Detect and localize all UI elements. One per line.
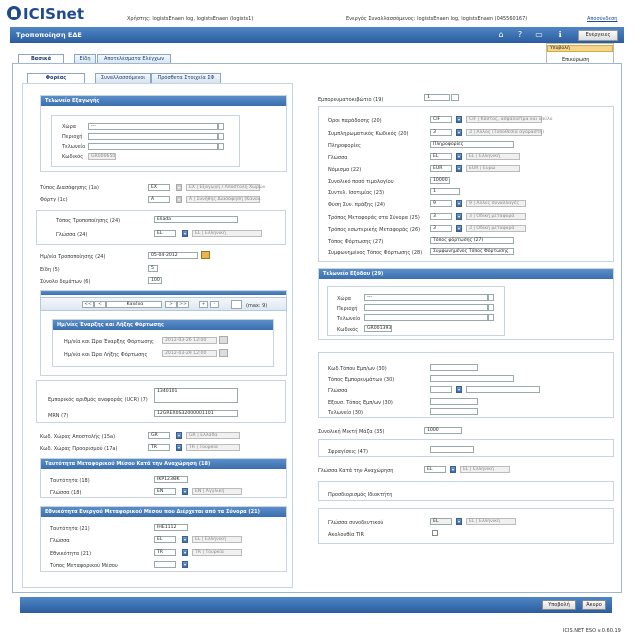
destination-country-label: Κωδ. Χώρας Προορισμού (17a) [40,446,118,452]
exit-office-label: Τελωνείο [337,316,361,322]
departure-language-dropdown-icon[interactable]: ▾ [183,489,186,494]
dispatch-country-desc: GR | Ελλάδα [186,432,240,439]
dispatch-country-dropdown-icon[interactable]: ▾ [177,433,180,438]
export-country-label: Χώρα [62,124,77,130]
amendment-language-label: Γλώσσα (24) [56,232,88,238]
top-header [0,0,634,26]
transaction-nature-label: Φύση Συν. πράξης (24) [328,202,386,208]
info-language-label: Γλώσσα [328,155,348,161]
window-icon[interactable]: ▭ [535,30,543,39]
icisnet-logo-icon [7,6,21,20]
actions-button[interactable]: Ενέργειες [578,30,618,41]
exchange-rate-label: Συντελ. Ισοτιμίας (23) [328,190,385,196]
exit-region-select[interactable] [364,304,488,311]
supplementary-code-select[interactable]: 3 [430,129,452,136]
border-language-label: Γλώσσα [50,538,70,544]
info-language-dropdown-icon[interactable]: ▾ [457,154,460,159]
tir-label: Ακολουθία TIR [328,532,364,538]
dispatch-country-select[interactable]: GR [148,432,170,439]
exit-country-label: Χώρα [337,296,352,302]
items-label: Είδη (5) [40,267,60,273]
amendment-language-dropdown-icon[interactable]: ▾ [183,231,186,236]
menu-item-validate[interactable]: Επικύρωση [562,57,590,63]
border-transport-title: Εθνικότητα Ενεργού Μεταφορικού Μέσου που Διέρχεται από τα Σύνορα (21) [41,507,286,517]
accompanying-language-dropdown-icon[interactable]: ▾ [457,519,460,524]
border-id-label: Ταυτότητα (21) [50,526,90,532]
transaction-nature-select[interactable]: 9 [430,200,452,207]
dispatch-country-label: Κωδ. Χώρας Αποστολής (15a) [40,434,116,440]
agreed-place-label: Συμφωνημένος Τόπος Φόρτωσης (28) [328,250,423,256]
exit-code-field: GR001393 [364,325,392,332]
packages-label: Σύνολο δεμάτων (6) [40,279,91,285]
form-desc: A | Συνήθης Διασάφηση (Κανον. [186,196,260,203]
version-label: ICIS.NET ESO v.0.60.19 [563,628,621,634]
owner-label: Προσδιορισμός Ιδιοκτήτη [328,492,393,498]
border-mode-dropdown-icon[interactable]: ▾ [457,214,460,219]
owner-box [318,481,614,501]
pager-prev-button[interactable]: < [94,301,106,308]
invoice-total-label: Συνολικό ποσό τιμολογίου [328,179,394,185]
tab-traders[interactable]: Συναλλασσόμενοι [95,73,151,83]
info-icon[interactable]: ℹ [558,30,562,39]
exit-region-dropdown-icon[interactable] [488,304,494,311]
container-dropdown-icon[interactable] [451,94,459,101]
departure-transport-title: Ταυτότητα Μεταφορικού Μέσου Κατά την Αναχώρηση (18) [41,459,286,469]
currency-dropdown-icon[interactable]: ▾ [457,166,460,171]
authorised-location-label: Εξουσ. Τόπος Εμπ/ων (30) [328,400,393,406]
transport-type-dropdown-icon[interactable]: ▾ [183,562,186,567]
authorised-location-field[interactable] [430,398,478,405]
info-language-desc: EL | Ελληνική [466,153,520,160]
departure-id-field[interactable]: ΙΚΡ123ΘΚ [154,476,188,483]
container-label: Εμπορευματοκιβώτιο (19) [318,97,384,103]
currency-desc: EUR | Ευρώ [466,165,520,172]
departure-language-select[interactable]: EN [154,488,176,495]
border-id-field[interactable]: ΙΗΕ1112 [154,524,188,531]
gross-mass-field[interactable]: 1000 [424,427,462,434]
export-region-label: Περιοχή [62,134,83,140]
declaration-type-label: Τύπος Διασάφησης (1a) [40,185,99,191]
currency-select[interactable]: EUR [430,165,452,172]
accompanying-language-select[interactable]: EL [430,518,452,525]
app-logo: ICISnet [23,5,84,23]
location-desc-label: Τόπος Εμπορευμάτων (30) [328,377,395,383]
transport-type-select[interactable] [154,561,176,568]
pager-next-button[interactable]: > [165,301,177,308]
export-region-dropdown-icon[interactable] [218,133,224,140]
tab-basic-info[interactable]: Βασικά [18,54,64,64]
help-icon[interactable]: ? [517,30,523,39]
pager-add-button[interactable]: + [199,301,208,308]
border-language-dropdown-icon[interactable]: ▾ [183,537,186,542]
departure-language-label: Γλώσσα (18) [50,490,82,496]
exit-code-label: Κωδικός [337,327,359,333]
departure-id-label: Ταυτότητα (18) [50,478,90,484]
items-field[interactable]: 5 [148,265,158,272]
export-code-label: Κωδικός [62,154,84,160]
calendar-icon[interactable] [201,251,210,259]
location-office-label: Τελωνείο (30) [328,410,364,416]
departure-language2-label: Γλώσσα Κατά την Αναχώρηση [318,468,394,474]
amendment-place-label: Τόπος Τροποποίησης (24) [56,218,121,224]
export-region-select[interactable] [88,133,218,140]
location-language-desc [466,386,540,393]
inland-mode-select[interactable]: 3 [430,225,452,232]
departure-language2-dropdown-icon[interactable]: ▾ [451,467,454,472]
amendment-language-desc: EL | Ελληνική [192,230,262,237]
exchange-rate-field[interactable]: 1 [430,188,460,195]
destination-country-desc: TR | Τουρκία [186,444,240,451]
container-select[interactable]: 1 [424,94,450,101]
amendment-language-select[interactable]: EL [154,230,176,237]
menu-item-submit[interactable]: Υποβολή [547,45,613,52]
agreed-place-field[interactable]: Συμφωνημένος Τόπος Φόρτωσης [430,248,514,255]
cancel-button[interactable]: Άκυρο [582,600,606,610]
representative-label: Ενεργός Συναλλασσόμενος: logistsEnaen log, logistsEnaen (045560167) [346,16,528,22]
transaction-nature-desc: 9 | Άλλες συναλλαγές [466,200,526,207]
border-nationality-desc: TR | Τουρκία [192,549,242,556]
exit-country-select[interactable]: --- [364,294,488,301]
export-country-select[interactable]: --- [88,123,218,130]
currency-label: Νόμισμα (22) [328,167,362,173]
loading-place-field[interactable]: Τόπος φόρτωσης (27) [430,237,514,244]
export-office-dropdown-icon[interactable] [218,143,224,150]
export-country-dropdown-icon[interactable] [218,123,224,130]
location-language-label: Γλώσσα [328,388,348,394]
declaration-type-select[interactable]: EX [148,184,170,191]
export-office-title: Τελωνείο Εξαγωγής [41,96,286,106]
gross-mass-label: Συνολική Μικτή Μάζα (35) [318,429,385,435]
location-office-field[interactable] [430,408,478,415]
declaration-type-desc: EX | Εξαγωγή / Αποστολή Χωρών [186,184,260,191]
declaration-type-dropdown-icon[interactable]: ▾ [177,185,180,190]
submit-button[interactable]: Υποβολή [542,600,576,610]
home-icon[interactable]: ⌂ [498,30,504,39]
tab-declarant[interactable]: Φορέας [27,73,85,83]
border-nationality-select[interactable]: TR [154,549,176,556]
exit-office-dropdown-icon[interactable] [488,314,494,321]
pager-last-button[interactable]: >> [177,301,189,308]
loading-dates-strip [41,291,286,295]
export-office-label: Τελωνείο [62,144,86,150]
seals-field[interactable] [430,446,474,453]
accompanying-language-desc: EL | Ελληνική [466,518,516,525]
departure-language-desc: EN | Αγγλική [192,488,242,495]
destination-country-dropdown-icon[interactable]: ▾ [177,445,180,450]
pager-current-select[interactable]: Κανένα [106,301,162,308]
page-title: Τροποποίηση ΕΔΕ [16,31,82,39]
inland-mode-label: Τρόπος εσωτερικής Μεταφοράς (26) [328,227,421,233]
form-dropdown-icon[interactable]: ▾ [177,197,180,202]
loading-start-label: Ημ/νία και Ώρα Έναρξης Φόρτωσης [64,339,154,345]
info-language-select[interactable]: EL [430,153,452,160]
packages-field[interactable]: 100 [148,277,162,284]
inland-mode-dropdown-icon[interactable]: ▾ [457,226,460,231]
exit-office-title: Τελωνείο Εξόδου (29) [319,269,613,279]
footer-bar [20,597,612,613]
terms-select[interactable]: CIF [430,116,452,123]
user-label: Χρήστης: logistsEnaen log, logistsEnaen (logists1) [127,16,254,22]
accompanying-language-label: Γλώσσα συνοδευτικού [328,520,384,526]
transport-type-label: Τύπος Μεταφορικού Μέσου [50,563,118,569]
loading-place-label: Τόπος Φόρτωσης (27) [328,239,384,245]
supplementary-code-desc: 3 | Άλλος (Τοποθεσία αγοραστή) [466,129,542,136]
export-office-select[interactable] [88,143,218,150]
terms-dropdown-icon[interactable]: ▾ [457,117,460,122]
location-language-select[interactable] [430,386,452,393]
tab-items[interactable]: Είδη [74,54,96,64]
page-titlebar [10,27,624,43]
ucr-field[interactable]: 1340101 [154,388,238,403]
tab-additional-info[interactable]: Πρόσθετα Στοιχεία ΣΦ [151,73,221,83]
border-mode-select[interactable]: 3 [430,213,452,220]
departure-language2-select[interactable]: EL [424,466,446,473]
border-nationality-label: Εθνικότητα (21) [50,551,92,557]
location-code-field[interactable] [430,364,478,371]
info-label: Πληροφορίες [328,143,361,149]
pager-max-label: (max: 9) [246,303,268,309]
ucr-label: Εμπορικός αριθμός αναφοράς (UCR) (7) [48,397,148,403]
exit-region-label: Περιοχή [337,306,358,312]
pager-first-button[interactable]: << [82,301,94,308]
mrn-label: MRN (7) [48,413,69,419]
location-desc-field[interactable] [430,375,514,382]
form-label: Φόρτγ (1c) [40,197,68,203]
export-code-field: GR000650 [88,153,116,160]
pager-remove-button[interactable]: - [210,301,219,308]
border-language-select[interactable]: EL [154,536,176,543]
inland-mode-desc: 3 | Οδική μεταφορά [466,225,526,232]
amendment-place-field[interactable]: Eliada [154,216,238,223]
border-mode-desc: 3 | Οδική μεταφορά [466,213,526,220]
terms-label: Όροι παράδοσης (20) [328,118,382,124]
destination-country-select[interactable]: TR [148,444,170,451]
form-select[interactable]: A [148,196,170,203]
tir-checkbox[interactable] [432,530,438,536]
location-code-label: Κωδ.Τόπου Εμπ/ων (30) [328,366,387,372]
transaction-nature-dropdown-icon[interactable]: ▾ [457,201,460,206]
exit-country-dropdown-icon[interactable] [488,294,494,301]
loading-end-label: Ημ/νία και Ώρα Λήξης Φόρτωσης [64,352,148,358]
border-language-desc: EL | Ελληνική [192,536,242,543]
invoice-total-field[interactable]: 10000 [430,177,450,184]
terms-desc: CIF | Κόστος, ασφάλιστρα και ναύλο [466,116,542,123]
border-mode-label: Τρόπος Μεταφοράς στα Σύνορα (25) [328,215,420,221]
amendment-date-field[interactable]: 05-04-2012 [148,252,198,259]
amendment-date-label: Ημ/νία Τροποποίησης (24) [40,254,106,260]
loading-end-field[interactable]: 2012-03-29 12:00 [162,350,217,357]
loading-start-field[interactable]: 2012-03-26 12:00 [162,337,217,344]
location-language-dropdown-icon[interactable]: ▾ [457,387,460,392]
loading-end-calendar-icon[interactable] [219,349,228,357]
border-nationality-dropdown-icon[interactable]: ▾ [183,550,186,555]
seals-label: Σφραγίσεις (47) [328,449,368,455]
loading-dates-title: Ημ/νίες Έναρξης και Λήξης Φόρτωσης [53,320,273,330]
supplementary-code-label: Συμπληρωματικός Κωδικός (20) [328,131,409,137]
supplementary-code-dropdown-icon[interactable]: ▾ [457,130,460,135]
accompanying-box [318,508,614,544]
mrn-field: 12GREX0S32000001101 [154,410,238,417]
departure-language2-desc: EL | Ελληνική [460,466,510,473]
info-field[interactable]: Πληροφορίες [430,141,514,148]
exit-office-select[interactable] [364,314,488,321]
pager-count-box [231,300,242,309]
logout-link[interactable]: Αποσύνδεση [587,16,618,22]
tab-control-results[interactable]: Αποτελέσματα Ελέγχων [97,54,171,64]
loading-start-calendar-icon[interactable] [219,336,228,344]
